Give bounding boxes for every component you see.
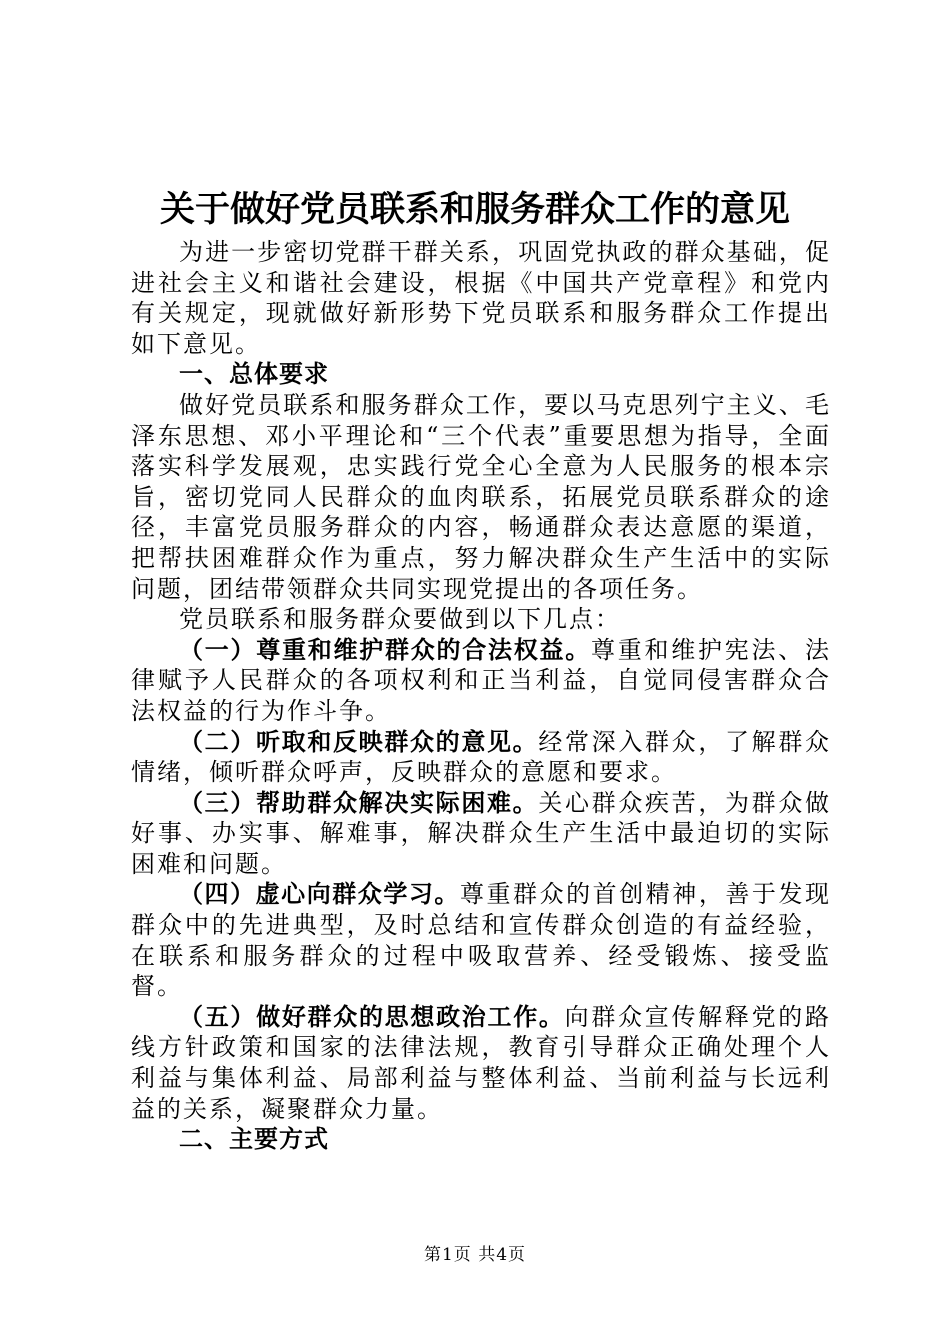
points-intro-paragraph: 党员联系和服务群众要做到以下几点： xyxy=(179,605,621,634)
page-number-footer: 第1页 共4页 xyxy=(423,1245,527,1265)
section-heading-methods: 二、主要方式 xyxy=(179,1125,329,1154)
intro-paragraph: 为进一步密切党群干群关系，巩固党执政的群众基础，促进社会主义和谐社会建设，根据《中国共产党章程》和党内有关规定，现就做好新形势下党员联系和服务群众工作提出如下意见。 xyxy=(131,238,831,358)
point-item xyxy=(131,879,831,1001)
point-text: 尊重和维护宪法、法律赋予人民群众的各项权利和正当利益，自觉同侵害群众合法权益的行为作斗争。 xyxy=(131,635,831,725)
point-lead: （三）帮助群众解决实际困难。 xyxy=(179,788,539,817)
point-lead: （五）做好群众的思想政治工作。 xyxy=(179,1002,565,1031)
point-text: 经常深入群众，了解群众情绪，倾听群众呼声，反映群众的意愿和要求。 xyxy=(131,727,832,787)
point-item xyxy=(131,727,831,788)
point-text: 尊重群众的首创精神，善于发现群众中的先进典型，及时总结和宣传群众创造的有益经验，在联系和服务群众的过程中吸取营养、经受锻炼、接受监督。 xyxy=(131,880,832,1001)
point-lead: （四）虚心向群众学习。 xyxy=(179,880,460,909)
document-title: 关于做好党员联系和服务群众工作的意见 xyxy=(159,190,790,230)
point-item xyxy=(131,788,831,880)
document-body xyxy=(131,237,831,1155)
point-text: 向群众宣传解释党的路线方针政策和国家的法律法规，教育引导群众正确处理个人利益与集体利益、局部利益与整体利益、当前利益与长远利益的关系，凝聚群众力量。 xyxy=(131,1002,831,1123)
general-requirements-paragraph: 做好党员联系和服务群众工作，要以马克思列宁主义、毛泽东思想、邓小平理论和“三个代表”重要思想为指导，全面落实科学发展观，忠实践行党全心全意为人民服务的根本宗旨，密切党同人民群众的血肉联系，拓展党员联系群众的途径，丰富党员服务群众的内容，畅通群众表达意愿的渠道，把帮扶困难群众作为重点，努力解决群众生产生活中的实际问题，团结带领群众共同实现党提出的各项任务。 xyxy=(131,390,831,603)
point-lead: （二）听取和反映群众的意见。 xyxy=(179,727,539,756)
section-heading-general: 一、总体要求 xyxy=(179,360,329,389)
point-text: 关心群众疾苦，为群众做好事、办实事、解难事，解决群众生产生活中最迫切的实际困难和问题。 xyxy=(131,788,832,878)
point-lead: （一）尊重和维护群众的合法权益。 xyxy=(179,635,591,664)
point-item xyxy=(131,635,831,727)
point-item xyxy=(131,1002,831,1124)
